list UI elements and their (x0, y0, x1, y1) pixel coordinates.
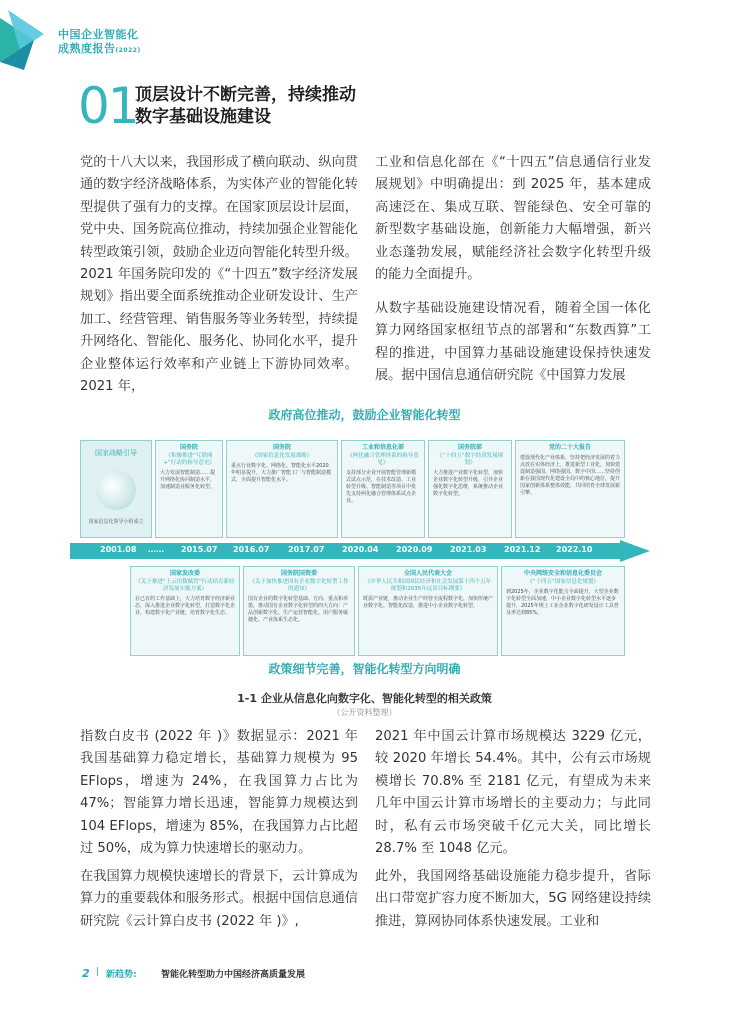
policy-doc: 《积极推进“互联网+”行动的指导意见》 (163, 453, 215, 466)
timeline-date: 2016.07 (233, 545, 270, 554)
policy-doc: 《关于加快推进国有企业数字化转型工作的通知》 (249, 579, 349, 592)
policy-desc: 建设现代化产业体系，坚持把经济发展的着力点放在实体经济上，推进新型工业化，加快建设制造强国、网络强国、数字中国……坚持创新在我国现代化建设全局中的核心地位，提升国家创新体系整体效能，共同培育全球发展新引擎。 (520, 455, 621, 496)
policy-desc: 既需产业链，推动企业生产经营全流程数字化，加快传统产业数字化、智能化改造，推进中小企业数字化转型。 (363, 596, 494, 609)
body-paragraph-left-2: 在我国算力规模快速增长的背景下，云计算成为算力的重要载体和服务形式。根据中国信息通信研究院《云计算白皮书 (2022 年 )》, (80, 869, 358, 929)
timeline-date: …… (148, 545, 164, 554)
logo-icon (0, 10, 52, 70)
policy-card-top (515, 440, 625, 538)
policy-card-top (226, 440, 338, 538)
policy-desc: 重点行业数字化、网络化、智能化水平2020年明显提升，大力推广智能工厂与智能制造模式，全面提升智能化水平。 (231, 463, 332, 483)
footer-tag: 新趋势: (106, 970, 137, 980)
policy-org: 国务院部 (457, 444, 482, 451)
national-strategy-label: 国家战略引导 (95, 449, 137, 457)
policy-org: 国务院国资委 (280, 570, 317, 577)
figure-title: 政府高位推动，鼓励企业智能化转型 (268, 408, 461, 422)
policy-card-bottom (243, 566, 355, 656)
figure-source: （公开资料整理） (332, 708, 397, 717)
policy-org: 工业和信息化部 (361, 444, 404, 451)
timeline-date: 2020.09 (396, 545, 433, 554)
policy-doc: 《国家信息化发展战略》 (251, 453, 313, 459)
policy-doc: 《中华人民共和国国民经济和社会发展第十四个五年规划和2035年远景目标纲要》 (364, 579, 492, 592)
national-strategy-desc: 国家信息化领导小组成立 (88, 519, 144, 525)
footer-text: 智能化转型助力中国经济高质量发展 (161, 970, 306, 980)
footer-separator: | (96, 967, 100, 977)
policy-card-bottom (130, 566, 240, 656)
timeline-date: 2022.10 (556, 545, 593, 554)
timeline-date: 2021.03 (450, 545, 487, 554)
body-paragraph-right-2: 从数字基础设施建设情况看，随着全国一体化算力网络国家枢纽节点的部署和“东数西算”工程的推进，中国算力基础设施建设保持快速发展。据中国信息通信研究院《中国算力发展 (375, 301, 651, 384)
globe-icon (96, 470, 136, 510)
timeline-date: 2015.07 (181, 545, 218, 554)
timeline-date: 2017.07 (288, 545, 325, 554)
body-paragraph-left: 党的十八大以来，我国形成了横向联动、纵向贯通的数字经济战略体系，为实体产业的智能化转型提供了强有力的支撑。在国家顶层设计层面，党中央、国务院高位推动，持续加强企业智能化转型政策引领，鼓励企业迈向智能化转型升级。2021 年国务院印发的《“十四五”数字经济发展规划》指出要全面系统推动企业研发设计、生产加工、经营管理、销售服务等业务转型，持续提升网络化、智能化、服务化、协同化水平，提升企业整体运行效率和产业链上下游协同效率。2021 年， (80, 155, 358, 395)
policy-org: 国务院 (179, 444, 198, 451)
section-title: 顶层设计不断完善，持续推动 数字基础设施建设 (135, 85, 356, 127)
timeline-date: 2020.04 (342, 545, 379, 554)
policy-desc: 在已有的工作基础上，大力培育数字经济新业态，深入推进企业数字化转型，打造数字化企业，构建数字化产业链，培育数字化生态。 (135, 596, 236, 616)
policy-org: 全国人民代表大会 (403, 570, 452, 577)
policy-doc: 《“十四五”数字经济发展规划》 (436, 453, 504, 466)
policy-desc: 大力发展智能制造……提升网络化协同制造水平，加速制造业服务化转型。 (160, 470, 216, 490)
body-paragraph-right-1: 2021 年中国云计算市场规模达 3229 亿元，较 2020 年增长 54.4%。其中，公有云市场规模增长 70.8% 至 2181 亿元，有望成为未来几年中国云计算市场增长的主要动力；与此同时，私有云市场突破千亿元大关，同比增长 28.7% 至 1048 亿元。 (375, 729, 651, 857)
policy-doc: 《“十四五”国家信息化规划》 (527, 579, 599, 585)
policy-doc: 《两化融合管理体系的指导意见》 (347, 453, 419, 466)
policy-card-bottom (358, 566, 498, 656)
policy-card-bottom (501, 566, 625, 656)
report-title: 中国企业智能化 成熟度报告(2022) (58, 28, 141, 55)
policy-org: 中央网络安全和信息化委员会 (523, 570, 602, 577)
figure-subtitle: 政策细节完善，智能化转型方向明确 (268, 662, 461, 676)
body-paragraph-right-2: 此外，我国网络基础设施能力稳步提升，省际出口带宽扩容力度不断加大，5G 网络建设持续推进，算网协同体系快速发展。工业和 (375, 869, 651, 929)
page-number: 2 (82, 967, 90, 980)
policy-doc: 《关于推进“上云用数赋智”行动培育新经济发展实施方案》 (135, 579, 235, 592)
body-paragraph-left-1: 指数白皮书 (2022 年 )》数据显示：2021 年我国基础算力稳定增长，基础算力规模为 95 EFlops，增速为 24%，在我国算力占比为 47%；智能算力增长迅速，智能算力规模达到 104 EFlops，增速为 85%，在我国算力占比超过 50%，成为算力快速增长的驱动力。 (80, 729, 358, 857)
figure-caption: 1-1 企业从信息化向数字化、智能化转型的相关政策 (237, 692, 492, 705)
policy-desc: 国有企业的数字化转型基础、方向、重点和举措，推动国有企业数字化转型的四大方向：产品创新数字化、生产运营智能化、用户服务敏捷化、产业体系生态化。 (248, 596, 349, 623)
policy-card-top (428, 440, 512, 538)
body-paragraph-right-1: 工业和信息化部在《“十四五”信息通信行业发展规划》中明确提出：到 2025 年，基本建成高速泛在、集成互联、智能绿色、安全可靠的新型数字基础设施，创新能力大幅增强，新兴业态蓬勃发展，赋能经济社会数字化转型升级的能力全面提升。 (375, 155, 651, 283)
policy-org: 党的二十大报告 (548, 444, 591, 451)
section-number: 01 (78, 77, 138, 135)
policy-org: 国务院 (272, 444, 291, 451)
timeline-date: 2001.08 (100, 545, 137, 554)
national-strategy-card (80, 440, 152, 538)
policy-card-top (155, 440, 223, 538)
policy-desc: 到2025年，企业数字化能力全面提升，大型企业数字化转型全面加速，中小企业数字化转型水平逐步提升，2025年规上工业企业数字化研发设计工具普及率达到85%。 (506, 589, 619, 616)
policy-desc: 大力推进产业数字化转型，加快企业数字化转型升级，引导企业强化数字化思维，系统推动企业数字化转型。 (433, 470, 504, 497)
policy-org: 国家发改委 (169, 570, 200, 577)
timeline-date: 2021.12 (504, 545, 541, 554)
policy-card-top (341, 440, 425, 538)
policy-desc: 支持部分企业开展智能管理新模式试点示范，在技术改造、工业转型升级、智能制造等项目中优先支持两化融合管理体系试点企业。 (346, 470, 417, 504)
